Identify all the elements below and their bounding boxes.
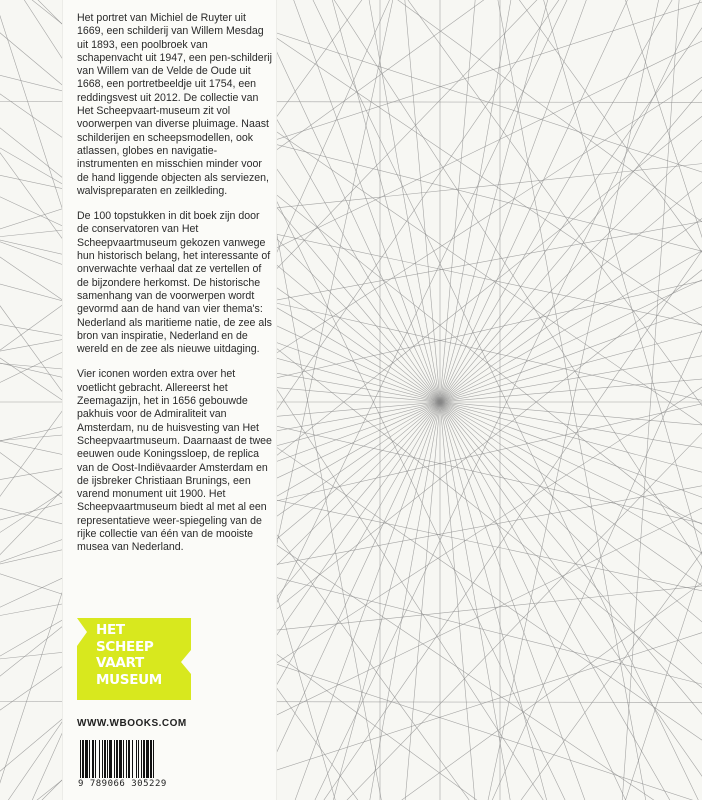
- pattern-line: [346, 0, 702, 800]
- publisher-website: WWW.WBOOKS.COM: [77, 718, 187, 729]
- logo-line-museum: MUSEUM: [96, 671, 162, 688]
- logo-wordmark: [96, 622, 186, 688]
- blurb-paragraph-2: De 100 topstukken in dit boek zijn door de conservatoren van Het Scheepvaartmuseum gekozen vanwege hun historisch belang, het interessante of onverwachte verhaal dat ze vertellen of de bijzondere herkomst. De historische samenhang van de voorwerpen wordt gevormd aan de hand van vier thema's: Nederland als maritieme natie, de zee als bron van inspiratie, Nederland en de wereld en de zee als nieuwe uitdaging.: [77, 210, 272, 356]
- blurb-paragraph-1: Het portret van Michiel de Ruyter uit 1669, een schilderij van Willem Mesdag uit 1893, een poolbroek van schapenvacht uit 1947, een pen-schilderij van Willem van de Velde de Oude uit 1668, een portretbeeldje uit 1754, een reddingsvest uit 2012. De collectie van Het Scheepvaart-museum zit vol voorwerpen van diverse pluimage. Naast schilderijen en scheepsmodellen, ook atlassen, globes en navigatie-instrumenten en misschien minder voor de hand liggende objecten als serviezen, walvispreparaten en zeilkleding.: [77, 12, 272, 197]
- logo-line-scheep: SCHEEP: [96, 638, 154, 655]
- logo-line-vaart: VAART: [96, 655, 144, 671]
- blurb-paragraph-3: Vier iconen worden extra over het voetlicht gebracht. Allereerst het Zeemagazijn, het in 1656 gebouwde pakhuis voor de Admiraliteit van Amsterdam, nu de huisvesting van Het Scheepvaartmuseum. Daarnaast de twee eeuwen oude Koningssloep, de replica van de Oost-Indiëvaarder Amsterdam en de ijsbreker Christiaan Brunings, een varend monument uit 1900. Het Scheepvaartmuseum biedt al met al een representatieve weer-spiegeling van de rijke collectie van één van de mooiste musea van Nederland.: [77, 368, 272, 554]
- isbn-number: 9 789066 305229: [78, 779, 167, 789]
- pattern-line: [508, 0, 702, 800]
- barcode-icon: [80, 740, 184, 780]
- blurb-text: [77, 12, 273, 567]
- logo-line-het: HET: [96, 622, 125, 638]
